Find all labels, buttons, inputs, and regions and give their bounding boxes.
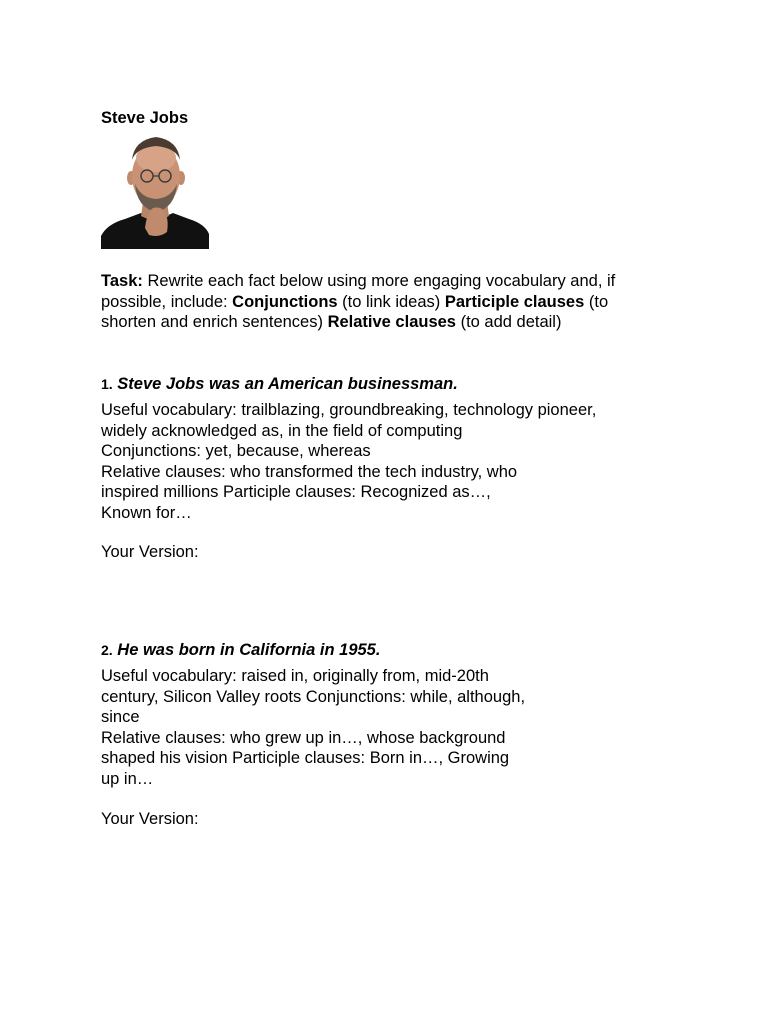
participle-clauses-desc: (to [584,292,609,311]
fact-2-your-version-label: Your Version: [101,810,199,828]
fact-2-hint-line: since [101,708,140,726]
relative-clauses-desc: (to add detail) [455,313,562,331]
fact-2-hint-line: Relative clauses: who grew up in…, whose background [101,728,506,747]
fact-2-hint-line: Useful vocabulary: raised in, originally from, mid-20th [101,667,489,685]
fact-2-statement: He was born in California in 1955. [117,641,381,659]
page-title: Steve Jobs [101,109,189,127]
fact-1-hint-line: Relative clauses: who transformed the tech industry, who [101,462,518,481]
fact-2-hint-line: century, Silicon Valley roots Conjunctions: while, although, [101,687,526,706]
fact-2-hint-line: up in… [101,769,154,788]
task-text-line3: shorten and enrich sentences) [101,313,328,331]
participle-clauses-term: Participle clauses [444,292,585,311]
fact-1-hints [101,400,681,523]
fact-1-hint-line: widely acknowledged as, in the field of computing [101,421,463,440]
fact-1-hint-line: inspired millions Participle clauses: Recognized as…, [101,483,491,501]
conjunctions-term: Conjunctions [232,292,338,311]
fact-2-hints [101,666,681,789]
fact-1-hint-line: Useful vocabulary: trailblazing, groundbreaking, technology pioneer, [101,401,597,419]
fact-2-number: 2. [101,642,113,658]
fact-1-your-version-label: Your Version: [101,543,199,561]
fact-1-heading [101,374,458,394]
relative-clauses-term: Relative clauses [327,313,456,331]
fact-1-number: 1. [101,376,113,392]
conjunctions-desc: (to link ideas) [337,292,445,311]
task-label: Task: [101,272,143,290]
fact-2-hint-line: shaped his vision Participle clauses: Born in…, Growing [101,749,510,767]
task-text-line2: possible, include: [101,292,233,311]
task-instructions [101,271,681,333]
task-text-line1: Rewrite each fact below using more engaging vocabulary and, if [147,272,616,290]
fact-1-hint-line: Known for… [101,503,192,522]
fact-1-hint-line: Conjunctions: yet, because, whereas [101,442,371,460]
fact-1-statement: Steve Jobs was an American businessman. [117,375,458,393]
portrait-image [101,132,209,249]
portrait-photo [101,132,209,249]
fact-2-heading [101,640,380,660]
